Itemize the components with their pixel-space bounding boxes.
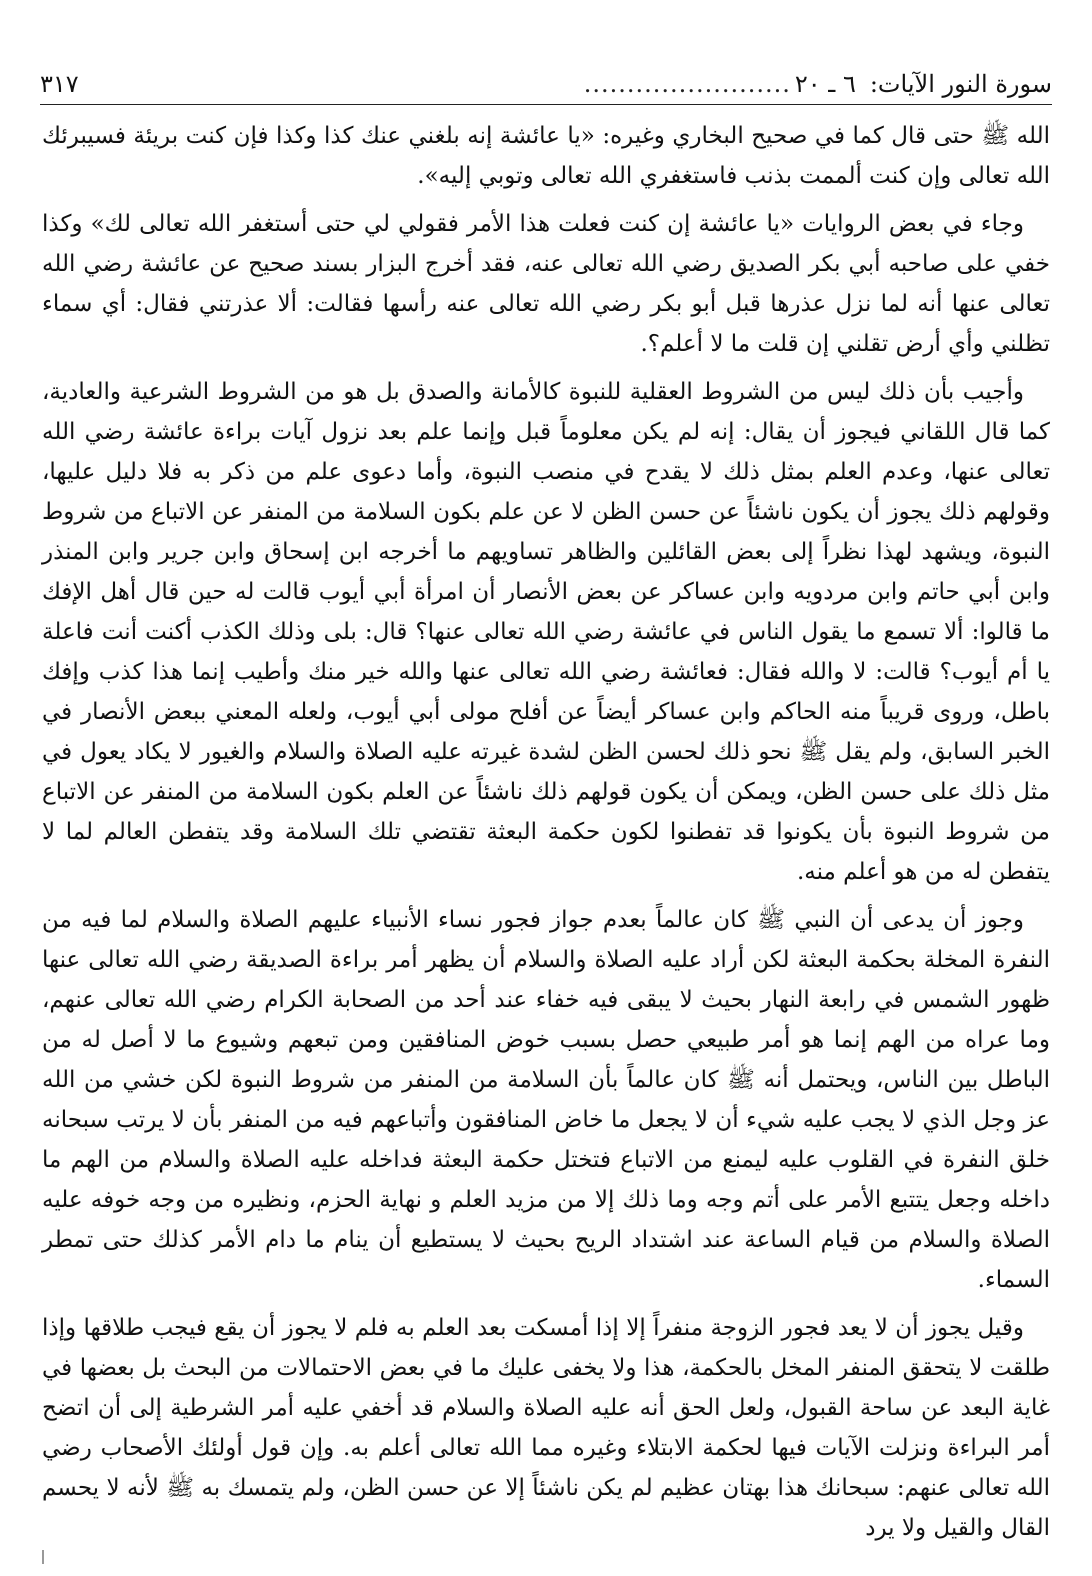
paragraph-2: وجاء في بعض الروايات «يا عائشة إن كنت فعلت هذا الأمر فقولي لي حتى أستغفر الله تعالى لك» وكذا خفي على صاحبه أبي بكر الصديق رضي الله تعالى عنه، فقد أخرج البزار بسند صحيح عن عائشة رضي الله تعالى عنها أنه لما نزل عذرها قبل أبو بكر رضي الله تعالى عنه رأسها فقالت: ألا عذرتني فقال: أي سماء تظلني وأي أرض تقلني إن قلت ما لا أعلم؟. bbox=[42, 211, 1050, 357]
paragraph-5: وقيل يجوز أن لا يعد فجور الزوجة منفراً إلا إذا أمسكت بعد العلم به فلم لا يجوز أن يقع فيجب طلاقها وإذا طلقت لا يتحقق المنفر المخل بالحكمة، هذا ولا يخفى عليك ما في بعض الاحتمالات من البحث بل بعضها في غاية البعد عن ساحة القبول، ولعل الحق أنه عليه الصلاة والسلام قد أخفي عليه أمر الشرطية إلى أن اتضح أمر البراءة ونزلت الآيات فيها لحكمة الابتلاء وغيره مما الله تعالى أعلم به. وإن قول أولئك الأصحاب رضي الله تعالى عنهم: سبحانك هذا بهتان عظيم لم يكن ناشئاً إلا عن حسن الظن، ولم يتمسك به ﷺ لأنه لا يحسم القال والقيل ولا يرد bbox=[42, 1315, 1050, 1541]
scan-artifact-mark bbox=[42, 1550, 44, 1564]
running-head bbox=[40, 58, 1052, 98]
paragraph-1: الله ﷺ حتى قال كما في صحيح البخاري وغيره: «يا عائشة إنه بلغني عنك كذا وكذا فإن كنت بريئة فسيبرئك الله تعالى وإن كنت ألممت بذنب فاستغفري الله تعالى وتوبي إليه». bbox=[42, 123, 1050, 189]
surah-title: سورة النور الآيات: bbox=[869, 70, 1052, 98]
header-rule bbox=[40, 104, 1052, 105]
verse-range: ٦ ـ ٢٠ bbox=[794, 70, 856, 98]
paragraph-3: وأجيب بأن ذلك ليس من الشروط العقلية للنبوة كالأمانة والصدق بل هو من الشروط الشرعية والعادية، كما قال اللقاني فيجوز أن يقال: إنه لم يكن معلوماً قبل وإنما علم بعد نزول آيات براءة عائشة رضي الله تعالى عنها، وعدم العلم بمثل ذلك لا يقدح في منصب النبوة، وأما دعوى علم من ذكر به فلا دليل عليها، وقولهم ذلك يجوز أن يكون ناشئاً عن حسن الظن لا عن علم بكون السلامة من المنفر عن الاتباع من شروط النبوة، ويشهد لهذا نظراً إلى بعض القائلين والظاهر تساويهم ما أخرجه ابن إسحاق وابن جرير وابن المنذر وابن أبي حاتم وابن مردويه وابن عساكر عن بعض الأنصار أن امرأة أبي أيوب قالت له حين قال أهل الإفك ما قالوا: ألا تسمع ما يقول الناس في عائشة رضي الله تعالى عنها؟ قال: بلى وذلك الكذب أكنت أنت فاعلة يا أم أيوب؟ قالت: لا والله فقال: فعائشة رضي الله تعالى عنها والله خير منك وأطيب إنما هذا كذب وإفك باطل، وروى قريباً منه الحاكم وابن عساكر أيضاً عن أفلح مولى أبي أيوب، ولعله المعني ببعض الأنصار في الخبر السابق، ولم يقل ﷺ نحو ذلك لحسن الظن لشدة غيرته عليه الصلاة والسلام والغيور لا يكاد يعول في مثل ذلك على حسن الظن، ويمكن أن يكون قولهم ذلك ناشئاً عن العلم بكون السلامة من المنفر عن الاتباع من شروط النبوة بأن يكونوا قد تفطنوا لكون حكمة البعثة تقتضي تلك السلامة وقد يتفطن العالم لما لا يتفطن له من هو أعلم منه. bbox=[42, 379, 1050, 885]
page-number: ٣١٧ bbox=[40, 70, 79, 98]
leader-dots: ........................ bbox=[583, 70, 791, 98]
paragraph-4: وجوز أن يدعى أن النبي ﷺ كان عالماً بعدم جواز فجور نساء الأنبياء عليهم الصلاة والسلام لما فيه من النفرة المخلة بحكمة البعثة لكن أراد عليه الصلاة والسلام أن يظهر أمر براءة الصديقة رضي الله تعالى عنها ظهور الشمس في رابعة النهار بحيث لا يبقى فيه خفاء عند أحد من الصحابة الكرام رضي الله تعالى عنهم، وما عراه من الهم إنما هو أمر طبيعي حصل بسبب خوض المنافقين ومن تبعهم وشيوع ما لا أصل له من الباطل بين الناس، ويحتمل أنه ﷺ كان عالماً بأن السلامة من المنفر من شروط النبوة لكن خشي من الله عز وجل الذي لا يجب عليه شيء أن لا يجعل ما خاض المنافقون وأتباعهم فيه من المنفر بأن لا يرتب سبحانه خلق النفرة في القلوب عليه ليمنع من الاتباع فتختل حكمة البعثة فداخله عليه الصلاة والسلام من الهم ما داخله وجعل يتتبع الأمر على أتم وجه وما ذلك إلا من مزيد العلم و نهاية الحزم، ونظيره من وجه خوفه عليه الصلاة والسلام من قيام الساعة عند اشتداد الريح بحيث لا يستطيع أن ينام ما دام الأمر كذلك حتى تمطر السماء. bbox=[42, 907, 1050, 1293]
page-body bbox=[42, 116, 1050, 1556]
